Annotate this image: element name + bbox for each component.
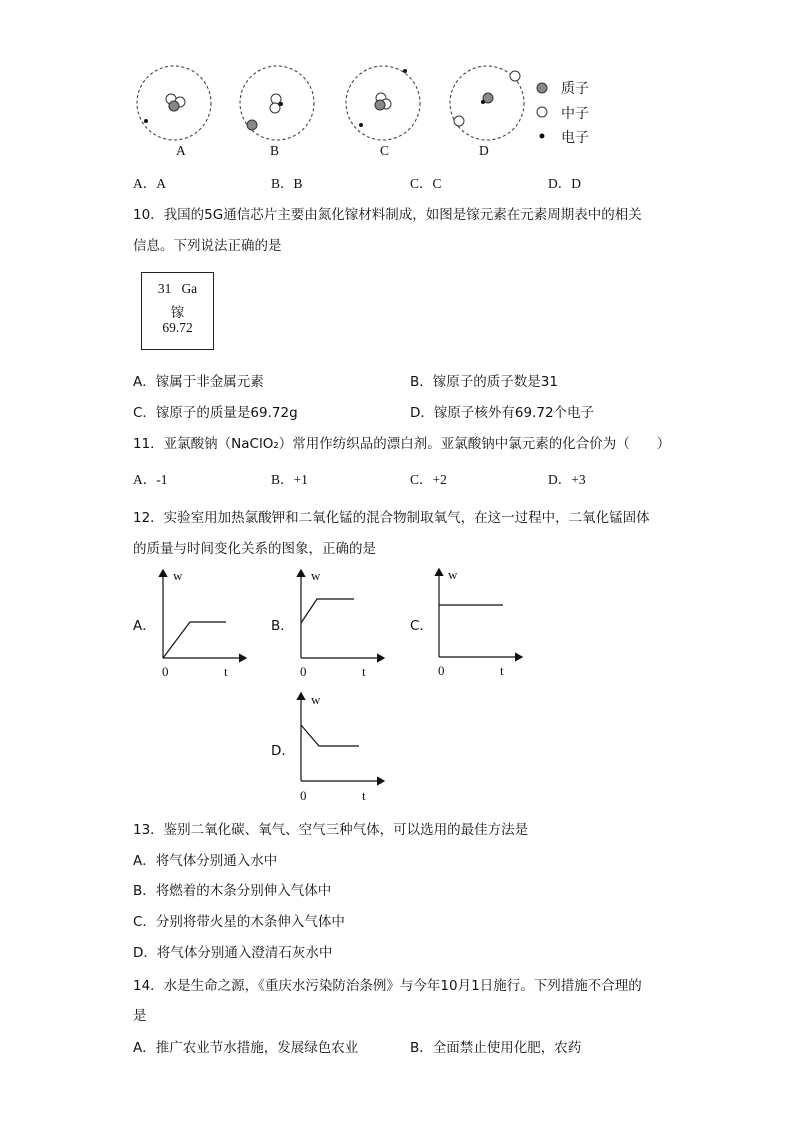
q13-option-b[interactable]: B．将燃着的木条分别伸入气体中 (133, 883, 332, 899)
q10-stem-line1: 10．我国的5G通信芯片主要由氮化镓材料制成，如图是镓元素在元素周期表中的相关 (133, 207, 642, 223)
graph-a-xlabel: t (224, 664, 228, 679)
curve (301, 599, 354, 623)
curve (163, 622, 226, 658)
atom-a (137, 66, 211, 140)
q12-stem-line2: 的质量与时间变化关系的图象，正确的是 (133, 541, 376, 557)
element-symbol: Ga (181, 281, 198, 296)
graph-a-ylabel: w (173, 568, 183, 583)
graph-b-xlabel: t (362, 664, 366, 679)
atom-d (450, 66, 524, 140)
q10-stem-line2: 信息。下列说法正确的是 (133, 238, 282, 254)
q11-option-d[interactable]: D．+3 (548, 472, 586, 487)
element-number: 31 (157, 281, 172, 296)
q9-option-b[interactable]: B．B (271, 176, 303, 191)
atom-label-a: A (176, 143, 186, 158)
q9-option-d[interactable]: D．D (548, 176, 581, 191)
element-name: 镓 (170, 305, 185, 320)
graph-d-ylabel: w (311, 692, 321, 707)
q14-stem-line2: 是 (133, 1008, 147, 1024)
atom-label-b: B (270, 143, 280, 158)
graph-c-origin: 0 (438, 663, 445, 678)
atom-diagrams (0, 0, 794, 165)
graph-c-label[interactable]: C． (410, 618, 433, 634)
element-card (141, 272, 214, 350)
q11-option-a[interactable]: A．-1 (133, 472, 168, 487)
q12-graphs (0, 560, 794, 810)
graph-c-xlabel: t (500, 663, 504, 678)
q14-option-a[interactable]: A．推广农业节水措施，发展绿色农业 (133, 1040, 359, 1056)
q13-option-d[interactable]: D．将气体分别通入澄清石灰水中 (133, 945, 333, 961)
electron-icon (540, 134, 545, 139)
graph-d-origin: 0 (300, 788, 307, 803)
q14-option-b[interactable]: B．全面禁止使用化肥，农药 (410, 1040, 582, 1056)
atom-label-d: D (479, 143, 489, 158)
atom-c (346, 66, 420, 140)
q10-option-c[interactable]: C．镓原子的质量是69.72g (133, 405, 298, 421)
electron-icon (144, 119, 148, 123)
curve (301, 725, 359, 746)
q13-stem: 13．鉴别二氧化碳、氧气、空气三种气体，可以选用的最佳方法是 (133, 822, 529, 838)
q10-option-b[interactable]: B．镓原子的质子数是31 (410, 374, 558, 390)
element-number-symbol (142, 281, 213, 297)
graph-b-label[interactable]: B． (271, 618, 294, 634)
q11-stem: 11．亚氯酸钠（NaClO₂）常用作纺织品的漂白剂。亚氯酸钠中氯元素的化合价为（ ） (133, 436, 671, 452)
graph-d-xlabel: t (362, 788, 366, 803)
legend-electron: 电子 (561, 130, 589, 146)
q9-option-c[interactable]: C．C (410, 176, 442, 191)
atom-b (240, 66, 314, 140)
proton-icon (537, 83, 547, 93)
q10-option-a[interactable]: A．镓属于非金属元素 (133, 374, 264, 390)
graph-d-label[interactable]: D． (271, 743, 295, 759)
legend-neutron: 中子 (561, 106, 589, 122)
atom-label-c: C (380, 143, 390, 158)
q14-stem-line1: 14．水是生命之源，《重庆水污染防治条例》与今年10月1日施行。下列措施不合理的 (133, 978, 642, 994)
element-mass: 69.72 (162, 320, 193, 335)
q9-option-a[interactable]: A．A (133, 176, 166, 191)
graph-b-origin: 0 (300, 664, 307, 679)
q12-stem-line1: 12．实验室用加热氯酸钾和二氧化锰的混合物制取氧气，在这一过程中，二氧化锰固体 (133, 510, 650, 526)
q13-option-a[interactable]: A．将气体分别通入水中 (133, 853, 278, 869)
graph-c-ylabel: w (448, 567, 458, 582)
graph-a-origin: 0 (162, 664, 169, 679)
legend-proton: 质子 (561, 81, 589, 97)
graph-a-label[interactable]: A． (133, 618, 156, 634)
neutron-icon (537, 107, 547, 117)
q10-option-d[interactable]: D．镓原子核外有69.72个电子 (410, 405, 595, 421)
q11-option-b[interactable]: B．+1 (271, 472, 308, 487)
graph-b-ylabel: w (311, 568, 321, 583)
q13-option-c[interactable]: C．分别将带火星的木条伸入气体中 (133, 914, 345, 930)
q11-option-c[interactable]: C．+2 (410, 472, 447, 487)
